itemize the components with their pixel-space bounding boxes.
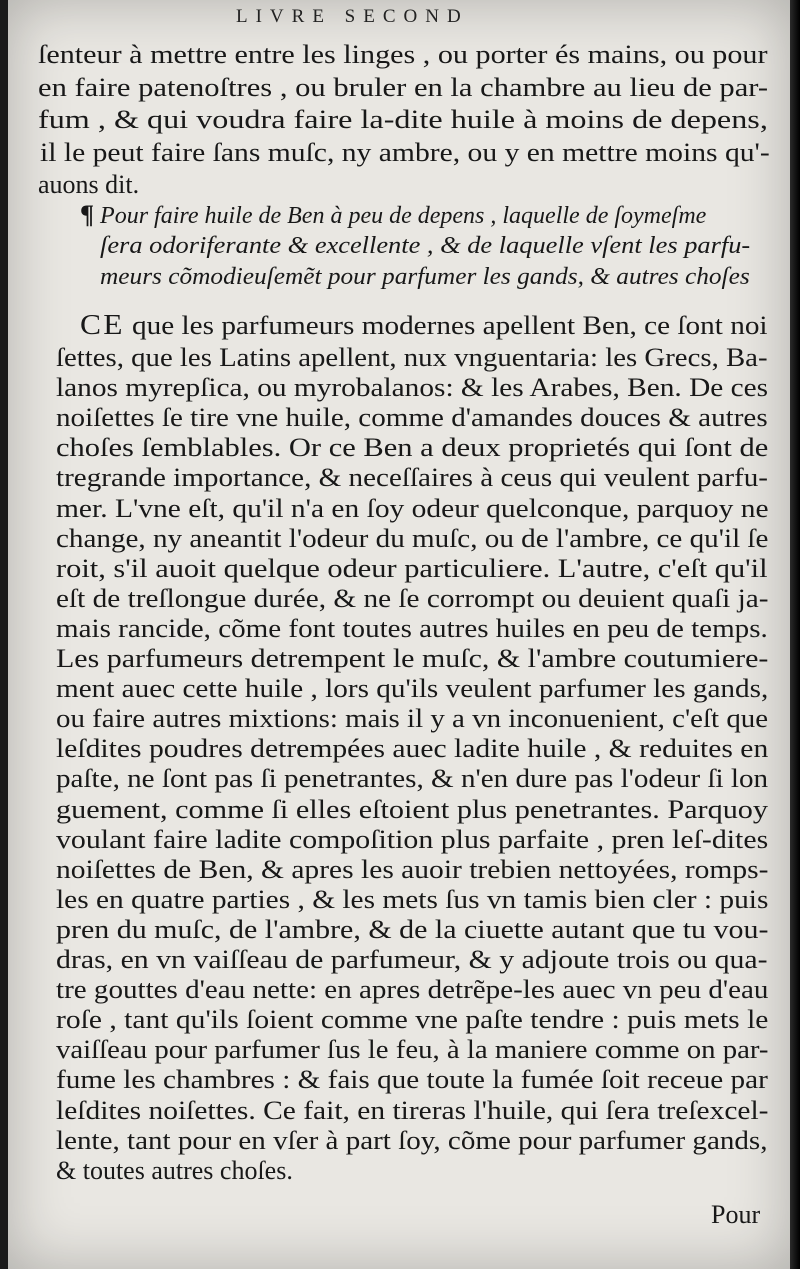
- text-line: fume les chambres : & fais que toute la fumée ſoit receue par: [56, 1065, 768, 1095]
- text-line: en faire patenoſtres , ou bruler en la chambre au lieu de par-: [38, 72, 769, 102]
- text-line: vaiſſeau pour parfumer ſus le feu, à la maniere comme on par-: [56, 1035, 769, 1065]
- heading-line: meurs cõmodieuſemẽt pour parfumer les gands, & autres choſes: [100, 264, 750, 290]
- text-line: ou faire autres mixtions: mais il y a vn inconuenient, c'eſt que: [56, 704, 769, 734]
- text-line: paſte, ne ſont pas ſi penetrantes, & n'en dure pas l'odeur ſi lon: [56, 764, 769, 794]
- text-line: & toutes autres choſes.: [56, 1155, 293, 1185]
- text-line: ſenteur à mettre entre les linges , ou porter és mains, ou pour: [38, 40, 768, 69]
- text-line: ment auec cette huile , lors qu'ils veulent parfumer les gands,: [56, 674, 769, 704]
- text-line: dras, en vn vaiſſeau de parfumeur, & y adjoute trois ou qua-: [56, 945, 768, 974]
- running-header: LIVRE SECOND: [236, 6, 469, 27]
- text-line: fum , & qui voudra faire la-dite huile à moins de depens,: [38, 105, 768, 134]
- text-line: lente, tant pour en vſer à part ſoy, cõme pour parfumer gands,: [56, 1125, 768, 1155]
- text-line: leſdites poudres detrempées auec ladite huile , & reduites en: [56, 734, 769, 764]
- text-line: roſe , tant qu'ils ſoient comme vne paſte tendre : puis mets le: [56, 1005, 769, 1035]
- text-line: tregrande importance, & neceſſaires à ceus qui veulent parfu-: [56, 463, 768, 493]
- text-line: lanos myrepſica, ou myrobalanos: & les Arabes, Ben. De ces: [56, 373, 769, 403]
- text-line: leſdites noiſettes. Ce fait, en tireras l'huile, qui ſera treſexcel-: [56, 1095, 769, 1125]
- catchword: Pour: [711, 1200, 761, 1229]
- text-line: change, ny aneantit l'odeur du muſc, ou de l'ambre, ce qu'il ſe: [56, 523, 769, 553]
- text-line: auons dit.: [38, 170, 140, 199]
- pilcrow-icon: ¶: [80, 200, 95, 229]
- text-line: noiſettes ſe tire vne huile, comme d'amandes douces & autres: [56, 403, 768, 433]
- text-line: eſt de treſlongue durée, & ne ſe corrompt ou deuient quaſi ja-: [56, 583, 769, 613]
- book-page: [8, 0, 790, 1269]
- text-line: les en quatre parties , & les mets ſus vn tamis bien cler : puis: [56, 884, 769, 914]
- text-line: mais rancide, cõme font toutes autres huiles en peu de temps.: [56, 613, 768, 643]
- main-first-line: CE que les parfumeurs modernes apellent Ben, ce ſont noi: [80, 310, 768, 341]
- text-line: noiſettes de Ben, & apres les auoir trebien nettoyées, romps-: [56, 854, 769, 884]
- text-line: pren du muſc, de l'ambre, & de la ciuette autant que tu vou-: [56, 914, 769, 944]
- text-line: ſettes, que les Latins apellent, nux vnguentaria: les Grecs, Ba-: [56, 343, 768, 372]
- book-spine-shadow: [790, 0, 800, 1269]
- text-line: choſes ſemblables. Or ce Ben a deux proprietés qui ſont de: [56, 433, 769, 463]
- text-line: voulant faire ladite compoſition plus parfaite , pren leſ-dites: [56, 824, 769, 854]
- drop-capital: CE: [80, 310, 125, 341]
- heading-line: ſera odoriferante & excellente , & de laquelle vſent les parfu-: [100, 233, 751, 259]
- text-line: mer. L'vne eſt, qu'il n'a en ſoy odeur quelconque, parquoy ne: [56, 493, 769, 523]
- text-line: Les parfumeurs detrempent le muſc, & l'ambre coutumiere-: [56, 644, 769, 673]
- text-line: il le peut faire ſans muſc, ny ambre, ou y en mettre moins qu'-: [40, 137, 770, 167]
- text-line: guement, comme ſi elles eſtoient plus penetrantes. Parquoy: [56, 794, 769, 824]
- text-line: tre gouttes d'eau nette: en apres detrẽpe-les auec vn peu d'eau: [56, 975, 769, 1005]
- text-line: roit, s'il auoit quelque odeur particuliere. L'autre, c'eſt qu'il: [56, 553, 768, 583]
- heading-line: ¶ Pour faire huile de Ben à peu de depens , laquelle de ſoymeſme: [80, 200, 707, 229]
